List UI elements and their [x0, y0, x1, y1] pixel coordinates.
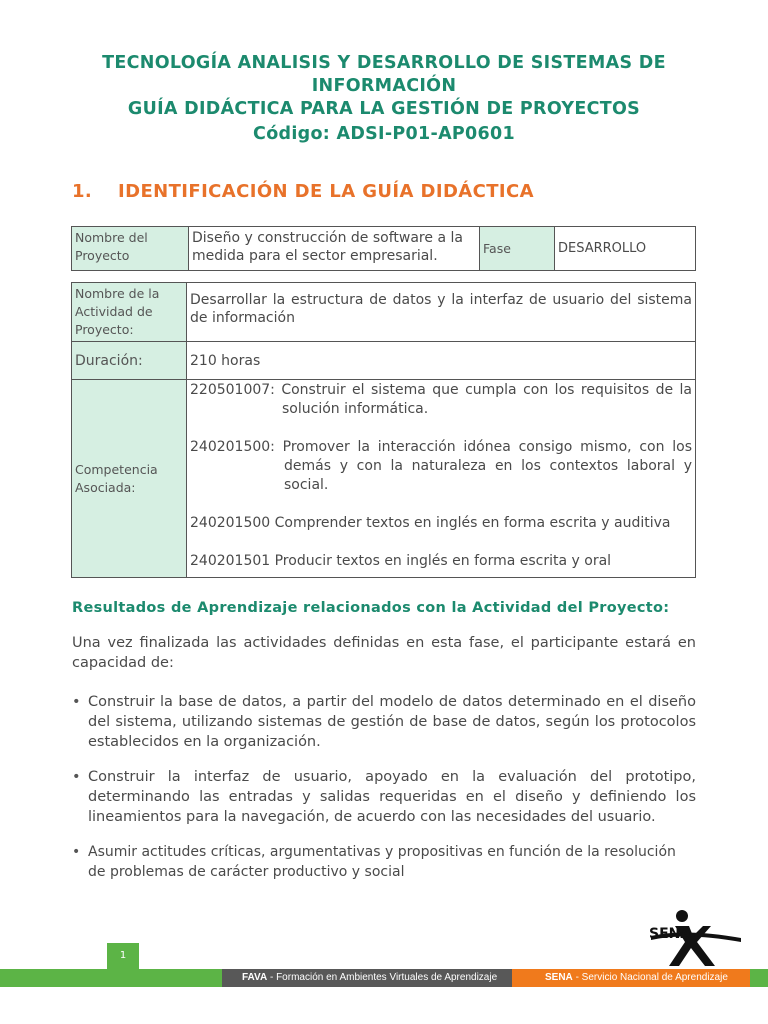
phase-value: DESARROLLO — [555, 227, 696, 271]
project-name-label: Nombre del Proyecto — [72, 227, 189, 271]
section-heading — [72, 181, 534, 202]
results-intro: Una vez finalizada las actividades definidas en esta fase, el participante estará en capacidad de: — [72, 635, 696, 671]
phase-label: Fase — [480, 227, 555, 271]
sena-logo — [645, 908, 745, 968]
page-number: 1 — [107, 943, 139, 969]
competence-item: 240201500 Comprender textos en inglés en forma escrita y auditiva — [190, 515, 671, 531]
list-item: • Construir la interfaz de usuario, apoyado en la evaluación del prototipo, determinando las entradas y salidas requeridas en el diseño y definiendo los lineamientos para la navegación, de acuerdo con las necesidades del usuario. — [72, 767, 696, 827]
list-item: • Asumir actitudes críticas, argumentativas y propositivas en función de la resolución de problemas de carácter productivo y social — [72, 842, 696, 882]
activity-table — [71, 282, 696, 578]
footer-fava — [222, 969, 512, 987]
competence-item: 240201501 Producir textos en inglés en forma escrita y oral — [190, 553, 612, 569]
activity-label: Nombre de la Actividad de Proyecto: — [72, 283, 187, 342]
project-table — [71, 226, 696, 271]
duration-label: Duración: — [72, 342, 187, 380]
sena-description: - Servicio Nacional de Aprendizaje — [572, 972, 728, 983]
activity-value: Desarrollar la estructura de datos y la interfaz de usuario del sistema de información — [187, 283, 696, 342]
section-number: 1. — [72, 181, 93, 202]
project-name-value: Diseño y construcción de software a la medida para el sector empresarial. — [189, 227, 480, 271]
competence-label: Competencia Asociada: — [72, 380, 187, 578]
fava-name: FAVA — [242, 972, 268, 983]
competence-item: 220501007: Construir el sistema que cumpla con los requisitos de la solución informática. — [190, 382, 692, 417]
fava-description: - Formación en Ambientes Virtuales de Aprendizaje — [267, 972, 498, 983]
duration-value: 210 horas — [187, 342, 696, 380]
competence-item: 240201500: Promover la interacción idónea consigo mismo, con los demás y con la naturaleza en los contextos laboral y social. — [190, 439, 692, 493]
document-title: TECNOLOGÍA ANALISIS Y DESARROLLO DE SISTEMAS DE INFORMACIÓN — [102, 53, 666, 96]
list-item: • Construir la base de datos, a partir del modelo de datos determinado en el diseño del sistema, utilizando sistemas de gestión de base de datos, según los protocolos establecidos en la organización. — [72, 692, 696, 752]
guide-code: Código: ADSI-P01-AP0601 — [253, 124, 515, 144]
results-heading: Resultados de Aprendizaje relacionados con la Actividad del Proyecto: — [72, 600, 670, 616]
section-title-text: IDENTIFICACIÓN DE LA GUÍA DIDÁCTICA — [118, 181, 534, 202]
competence-list — [187, 380, 696, 578]
sena-name: SENA — [545, 972, 573, 983]
logo-text: SENA — [649, 926, 692, 942]
footer-sena — [512, 969, 750, 987]
results-list — [72, 692, 696, 897]
guide-title: GUÍA DIDÁCTICA PARA LA GESTIÓN DE PROYECTOS — [127, 99, 641, 119]
